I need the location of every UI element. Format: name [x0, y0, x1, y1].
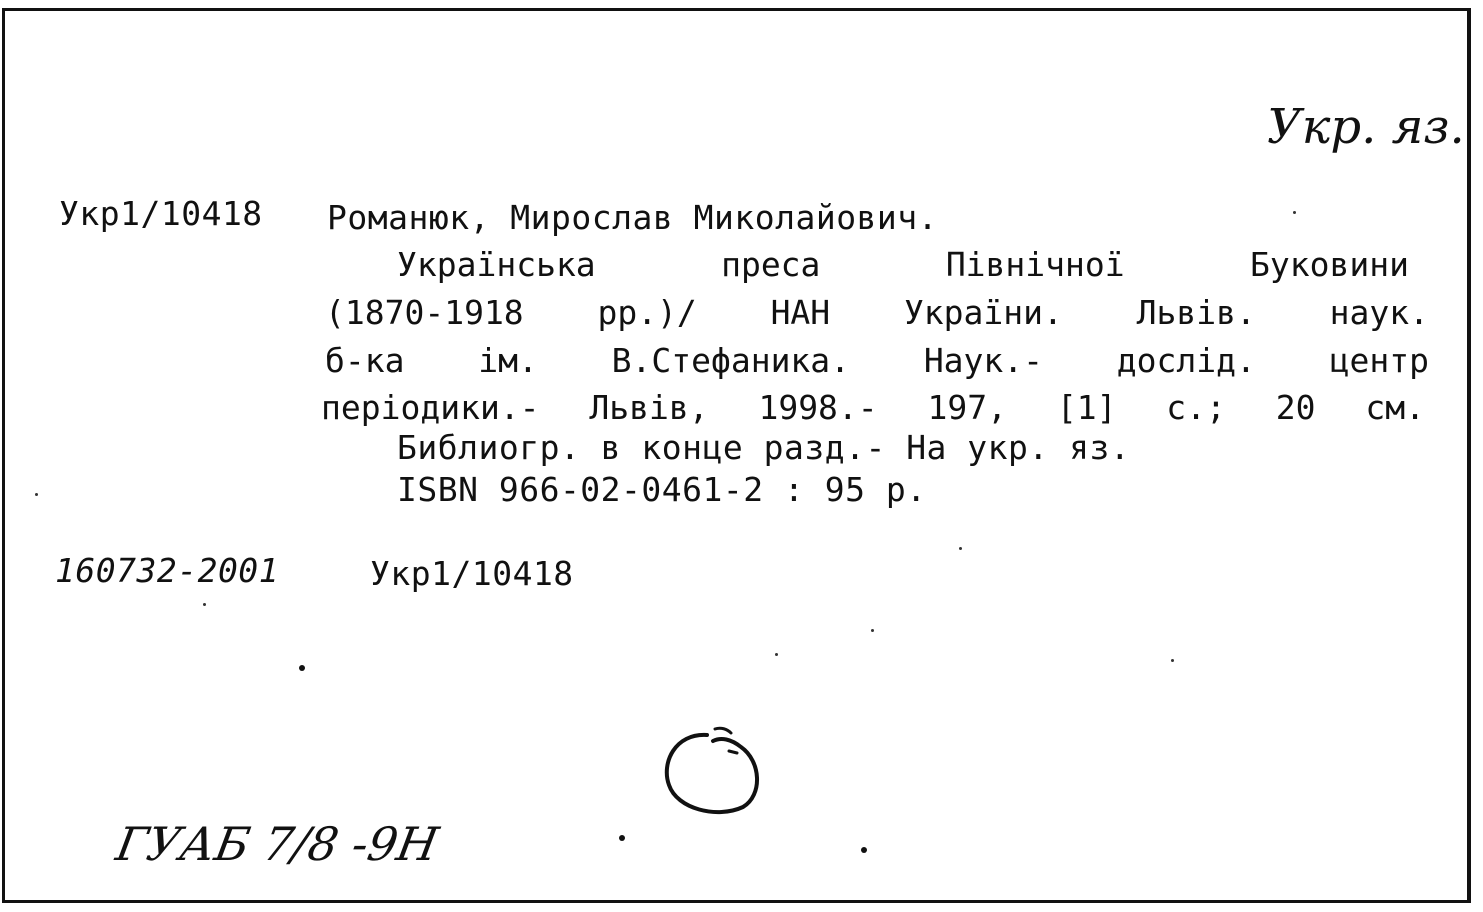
title-word: 20 — [1275, 388, 1316, 427]
title-word: періодики.- — [321, 388, 540, 427]
speck-dot — [1293, 211, 1296, 214]
circle-mark-icon — [655, 723, 765, 823]
title-word: [1] — [1056, 388, 1117, 427]
speck-dot — [299, 665, 305, 671]
title-word: Львів, — [589, 388, 709, 427]
title-word: с.; — [1166, 388, 1226, 427]
title-word: 197, — [927, 388, 1007, 427]
title-word: України. — [903, 293, 1063, 332]
title-word: Наук.- — [923, 341, 1044, 380]
handwritten-date-note: ГУАБ 7/8 -9Н — [112, 817, 443, 871]
title-word: дослід. — [1116, 341, 1256, 380]
title-word: Буковини — [1250, 245, 1409, 284]
speck-dot — [1171, 659, 1174, 662]
speck-dot — [203, 603, 206, 606]
title-word: Північної — [945, 245, 1125, 284]
title-word: НАН — [770, 293, 831, 332]
handwritten-language-note: Укр. яз. — [1267, 99, 1465, 155]
title-word: б-ка — [325, 341, 405, 380]
accession-call-number: Укр1/10418 — [370, 554, 574, 593]
speck-dot — [35, 493, 38, 496]
title-word: 1998.- — [758, 388, 878, 427]
speck-dot — [871, 629, 874, 632]
title-word: рр.)/ — [597, 293, 697, 332]
title-word: см. — [1365, 388, 1425, 427]
bibliography-note: Библиогр. в конце разд.- На укр. яз. — [397, 428, 1131, 467]
title-line-3 — [325, 341, 1429, 380]
title-word: (1870-1918 — [325, 293, 524, 332]
isbn-price: ISBN 966-02-0461-2 : 95 р. — [397, 470, 927, 509]
title-line-1 — [397, 245, 1409, 284]
title-word: центр — [1329, 341, 1429, 380]
speck-dot — [959, 547, 962, 550]
title-line-2 — [325, 293, 1429, 332]
speck-dot — [619, 835, 625, 841]
speck-dot — [861, 847, 867, 853]
speck-dot — [775, 653, 778, 656]
call-number: Укр1/10418 — [59, 194, 263, 233]
catalog-card — [2, 8, 1471, 903]
title-word: преса — [721, 245, 821, 284]
title-word: Українська — [397, 245, 596, 284]
title-word: В.Стефаника. — [611, 341, 851, 380]
title-word: ім. — [478, 341, 538, 380]
title-word: наук. — [1329, 293, 1429, 332]
title-line-4 — [321, 388, 1425, 427]
author-heading: Романюк, Мирослав Миколайович. — [327, 198, 939, 237]
accession-number: 160732-2001 — [55, 551, 280, 590]
title-word: Львів. — [1136, 293, 1256, 332]
